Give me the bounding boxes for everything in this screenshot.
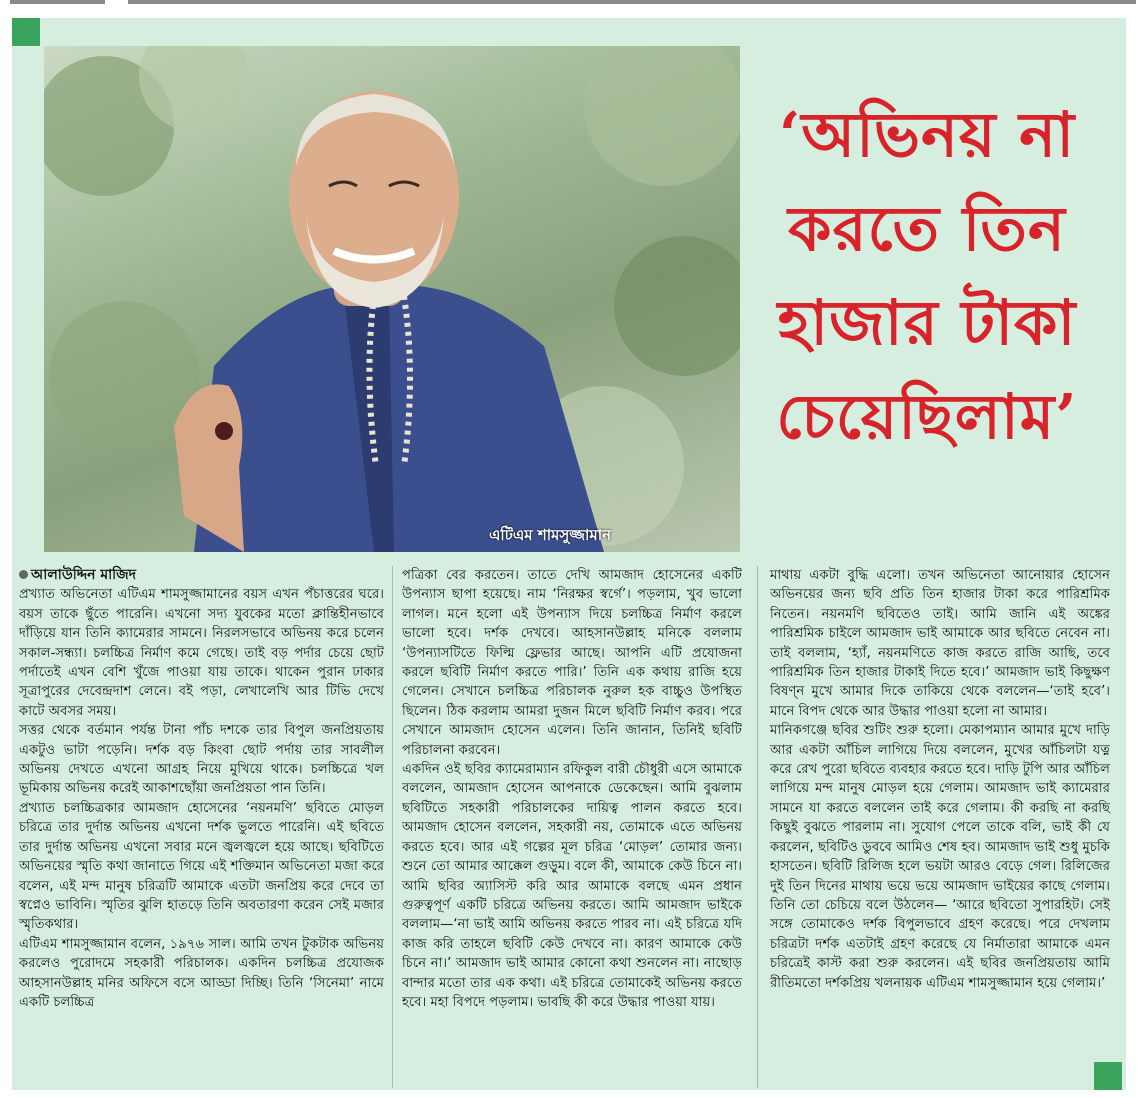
paragraph: পত্রিকা বের করতেন। তাতে দেখি আমজাদ হোসেনের একটি উপন্যাস ছাপা হয়েছে। নাম ‘নিরক্ষর স্বর্গে’। পড়লাম, খুব ভালো লাগল। মনে হলো এই উপন্যাস দিয়ে চলচ্চিত্র নির্মাণ করলে ভালো হবে। দর্শক দেখবে। আহসানউল্লাহ মনিকে বললাম ‘উপন্যাসটিতে ফিল্মি ফ্লেভার আছে। আপনি এটি প্রযোজনা করলে ছবিটি নির্মাণ করতে পারি।’ তিনি এক কথায় রাজি হয়ে গেলেন। সেখানে চলচ্চিত্র পরিচালক নুরুল হক বাচ্চুও উপস্থিত ছিলেন। ঠিক করলাম আমরা দুজন মিলে ছবিটি নির্মাণ করব। পরে সেখানে আমজাদ হোসেন এলেন। তিনি জানান, তিনিই ছবিটি পরিচালনা করবেন। [402, 568, 742, 758]
corner-marker-top-left [12, 18, 40, 46]
article-column-1 [19, 566, 384, 1012]
paragraph: মাথায় একটা বুদ্ধি এলো। তখন অভিনেতা আনোয়ার হোসেন অভিনয়ের জন্য ছবি প্রতি তিন হাজার টাকা করে পারিশ্রমিক নিতেন। নয়নমণি ছবিতেও তাই। আমি জানি এই অঙ্কের পারিশ্রমিক চাইলে আমজাদ ভাই আমাকে আর ছবিতে নেবেন না। তাই বললাম, ‘হ্যাঁ, নয়নমণিতে কাজ করতে রাজি আছি, তবে পারিশ্রমিক তিন হাজার টাকাই দিতে হবে।’ আমজাদ ভাই কিছুক্ষণ বিষণ্ন মুখে আমার দিকে তাকিয়ে থেকে বললেন—‘তাই হবে’। মানে বিপদ থেকে আর উদ্ধার পাওয়া হলো না আমার। [770, 568, 1110, 719]
bullet-icon [19, 570, 28, 579]
paragraph: মানিকগঞ্জে ছবির শুটিং শুরু হলো। মেকাপম্যান আমার মুখে দাড়ি আর একটা আঁচিল লাগিয়ে দিয়ে বললেন, মুখের আঁচিলটা যত্ন করে রেখ পুরো ছবিতে ব্যবহার করতে হবে। দাড়ি টুপি আর আঁচিল লাগিয়ে মন্দ মানুষ মোড়ল হয়ে গেলাম। আমজাদ ভাই ক্যামেরার সামনে যা করতে বললেন তাই করে গেলাম। কী করছি না করছি কিছুই বুঝতে পারলাম না। সুযোগ পেলে তাকে বলি, ভাই কী যে করলেন, ছবিটিও ডুববে আমিও শেষ হব। আমজাদ ভাই শুধু মুচকি হাসতেন। ছবিটি রিলিজ হলে ভয়টা আরও বেড়ে গেল। রিলিজের দুই তিন দিনের মাথায় ভয়ে ভয়ে আমজাদ ভাইয়ের কাছে গেলাম। তিনি তো চেচিয়ে বলে উঠলেন— ‘আরে ছবিতো সুপারহিট। সেই সঙ্গে তোমাকেও দর্শক বিপুলভাবে গ্রহণ করেছে। পরে দেখলাম চরিত্রটা দর্শক এতটাই গ্রহণ করেছে যে নির্মাতারা আমাকে এমন চরিত্রেই কাস্ট করা শুরু করলেন। এই ছবির জনপ্রিয়তায় আমি রীতিমতো দর্শকপ্রিয় খলনায়ক এটিএম শামসুজ্জামান হয়ে গেলাম।’ [770, 723, 1110, 991]
top-rule-left [10, 0, 105, 4]
article-column-2 [402, 566, 742, 1012]
paragraph: প্রখ্যাত চলচ্চিত্রকার আমজাদ হোসেনের ‘নয়নমণি’ ছবিতে মোড়ল চরিত্রে তার দুর্দান্ত অভিনয় এখনো দর্শক ভুলতে পারেনি। এই ছবিতে তার দুর্দান্ত অভিনয় এখনো সবার মনে জ্বলজ্বলে হয়ে আছে। ছবিটিতে অভিনয়ের স্মৃতি কথা জানাতে গিয়ে এই শক্তিমান অভিনেতা মজা করে বলেন, এই মন্দ মানুষ চরিত্রটি আমাকে এতটা জনপ্রিয় করে দেবে তা স্বপ্নেও ভাবিনি। স্মৃতির ঝুলি হাতড়ে তিনি অবতারণা করেন সেই মজার স্মৃতিকথার। [19, 800, 384, 933]
top-rule [0, 0, 1140, 8]
paragraph: এটিএম শামসুজ্জামান বলেন, ১৯৭৬ সাল। আমি তখন টুকটাক অভিনয় করলেও পুরোদমে সহকারী পরিচালক। একদিন চলচ্চিত্র প্রযোজক আহসানউল্লাহ মনির অফিসে বসে আড্ডা দিচ্ছি। তিনি ‘সিনেমা’ নামে একটি চলচ্চিত্র [19, 936, 384, 1010]
byline-text: আলাউদ্দিন মাজিদ [31, 567, 137, 583]
column-divider [757, 566, 758, 1088]
article-column-3 [770, 566, 1110, 993]
portrait-illustration [44, 46, 740, 552]
photo-caption: এটিএম শামসুজ্জামান [489, 526, 612, 544]
corner-marker-bottom-right [1094, 1062, 1122, 1090]
paragraph: একদিন ওই ছবির ক্যামেরাম্যান রফিকুল বারী চৌধুরী এসে আমাকে বললেন, আমজাদ হোসেন আপনাকে ডেকেছেন। আমি বুঝলাম ছবিটিতে সহকারী পরিচালকের দায়িত্ব পালন করতে হবে। আমজাদ হোসেন বললেন, সহকারী নয়, তোমাকে এতে অভিনয় করতে হবে। আর এই গল্পের মূল চরিত্র ‘মোড়ল’ তোমার জন্য। শুনে তো আমার আক্কেল গুড়ুম। বলে কী, আমাকে কেউ চিনে না। আমি ছবির অ্যাসিস্ট করি আর আমাকে বলছে এমন প্রধান গুরুত্বপূর্ণ একটি চরিত্রে অভিনয় করতে। আমি আমজাদ ভাইকে বললাম—‘না ভাই আমি অভিনয় করতে পারব না। এই চরিত্রে যদি কাজ করি তাহলে ছবিটি কেউ দেখবে না। কারণ আমাকে কেউ চিনে না।’ আমজাদ ভাই আমার কোনো কথা শুনলেন না। নাছোড় বান্দার মতো তার এক কথা। এই চরিত্রে তোমাকেই অভিনয় করতে হবে। মহা বিপদে পড়লাম। ভাবছি কী করে উদ্ধার পাওয়া যায়। [402, 762, 742, 1010]
top-rule-right [128, 0, 1136, 4]
portrait-photo [44, 46, 740, 552]
paragraph: প্রখ্যাত অভিনেতা এটিএম শামসুজ্জামানের বয়স এখন পঁচাত্তরের ঘরে। বয়স তাকে ছুঁতে পারেনি। এখনো সদ্য যুবকের মতো ক্লান্তিহীনভাবে দাঁড়িয়ে যান তিনি ক্যামেরার সামনে। নিরলসভাবে অভিনয় করে চলেন সকাল-সন্ধ্যা। চলচ্চিত্র নির্মাণ কমে গেছে। তাই বড় পর্দার চেয়ে ছোট পর্দাতেই এখন বেশি খুঁজে পাওয়া যায় তাকে। থাকেন পুরান ঢাকার সূত্রাপুরের দেবেন্দ্রদাশ লেনে। বই পড়া, লেখালেখি আর টিভি দেখে কাটে অবসর সময়। [19, 587, 384, 719]
byline [19, 566, 384, 585]
paragraph: সত্তর থেকে বর্তমান পর্যন্ত টানা পাঁচ দশকে তার বিপুল জনপ্রিয়তায় একটুও ভাটা পড়েনি। দর্শক বড় কিংবা ছোট পর্দায় তার সাবলীল অভিনয় দেখতে এখনো আগ্রহ নিয়ে মুখিয়ে থাকে। চলচ্চিত্রে খল ভূমিকায় অভিনয় করেই আকাশছোঁয়া জনপ্রিয়তা পান তিনি। [19, 723, 384, 797]
column-divider [392, 566, 393, 1088]
article-page [12, 18, 1126, 1090]
headline: ‘অভিনয় না করতে তিন হাজার টাকা চেয়েছিলাম’ [776, 98, 1078, 453]
